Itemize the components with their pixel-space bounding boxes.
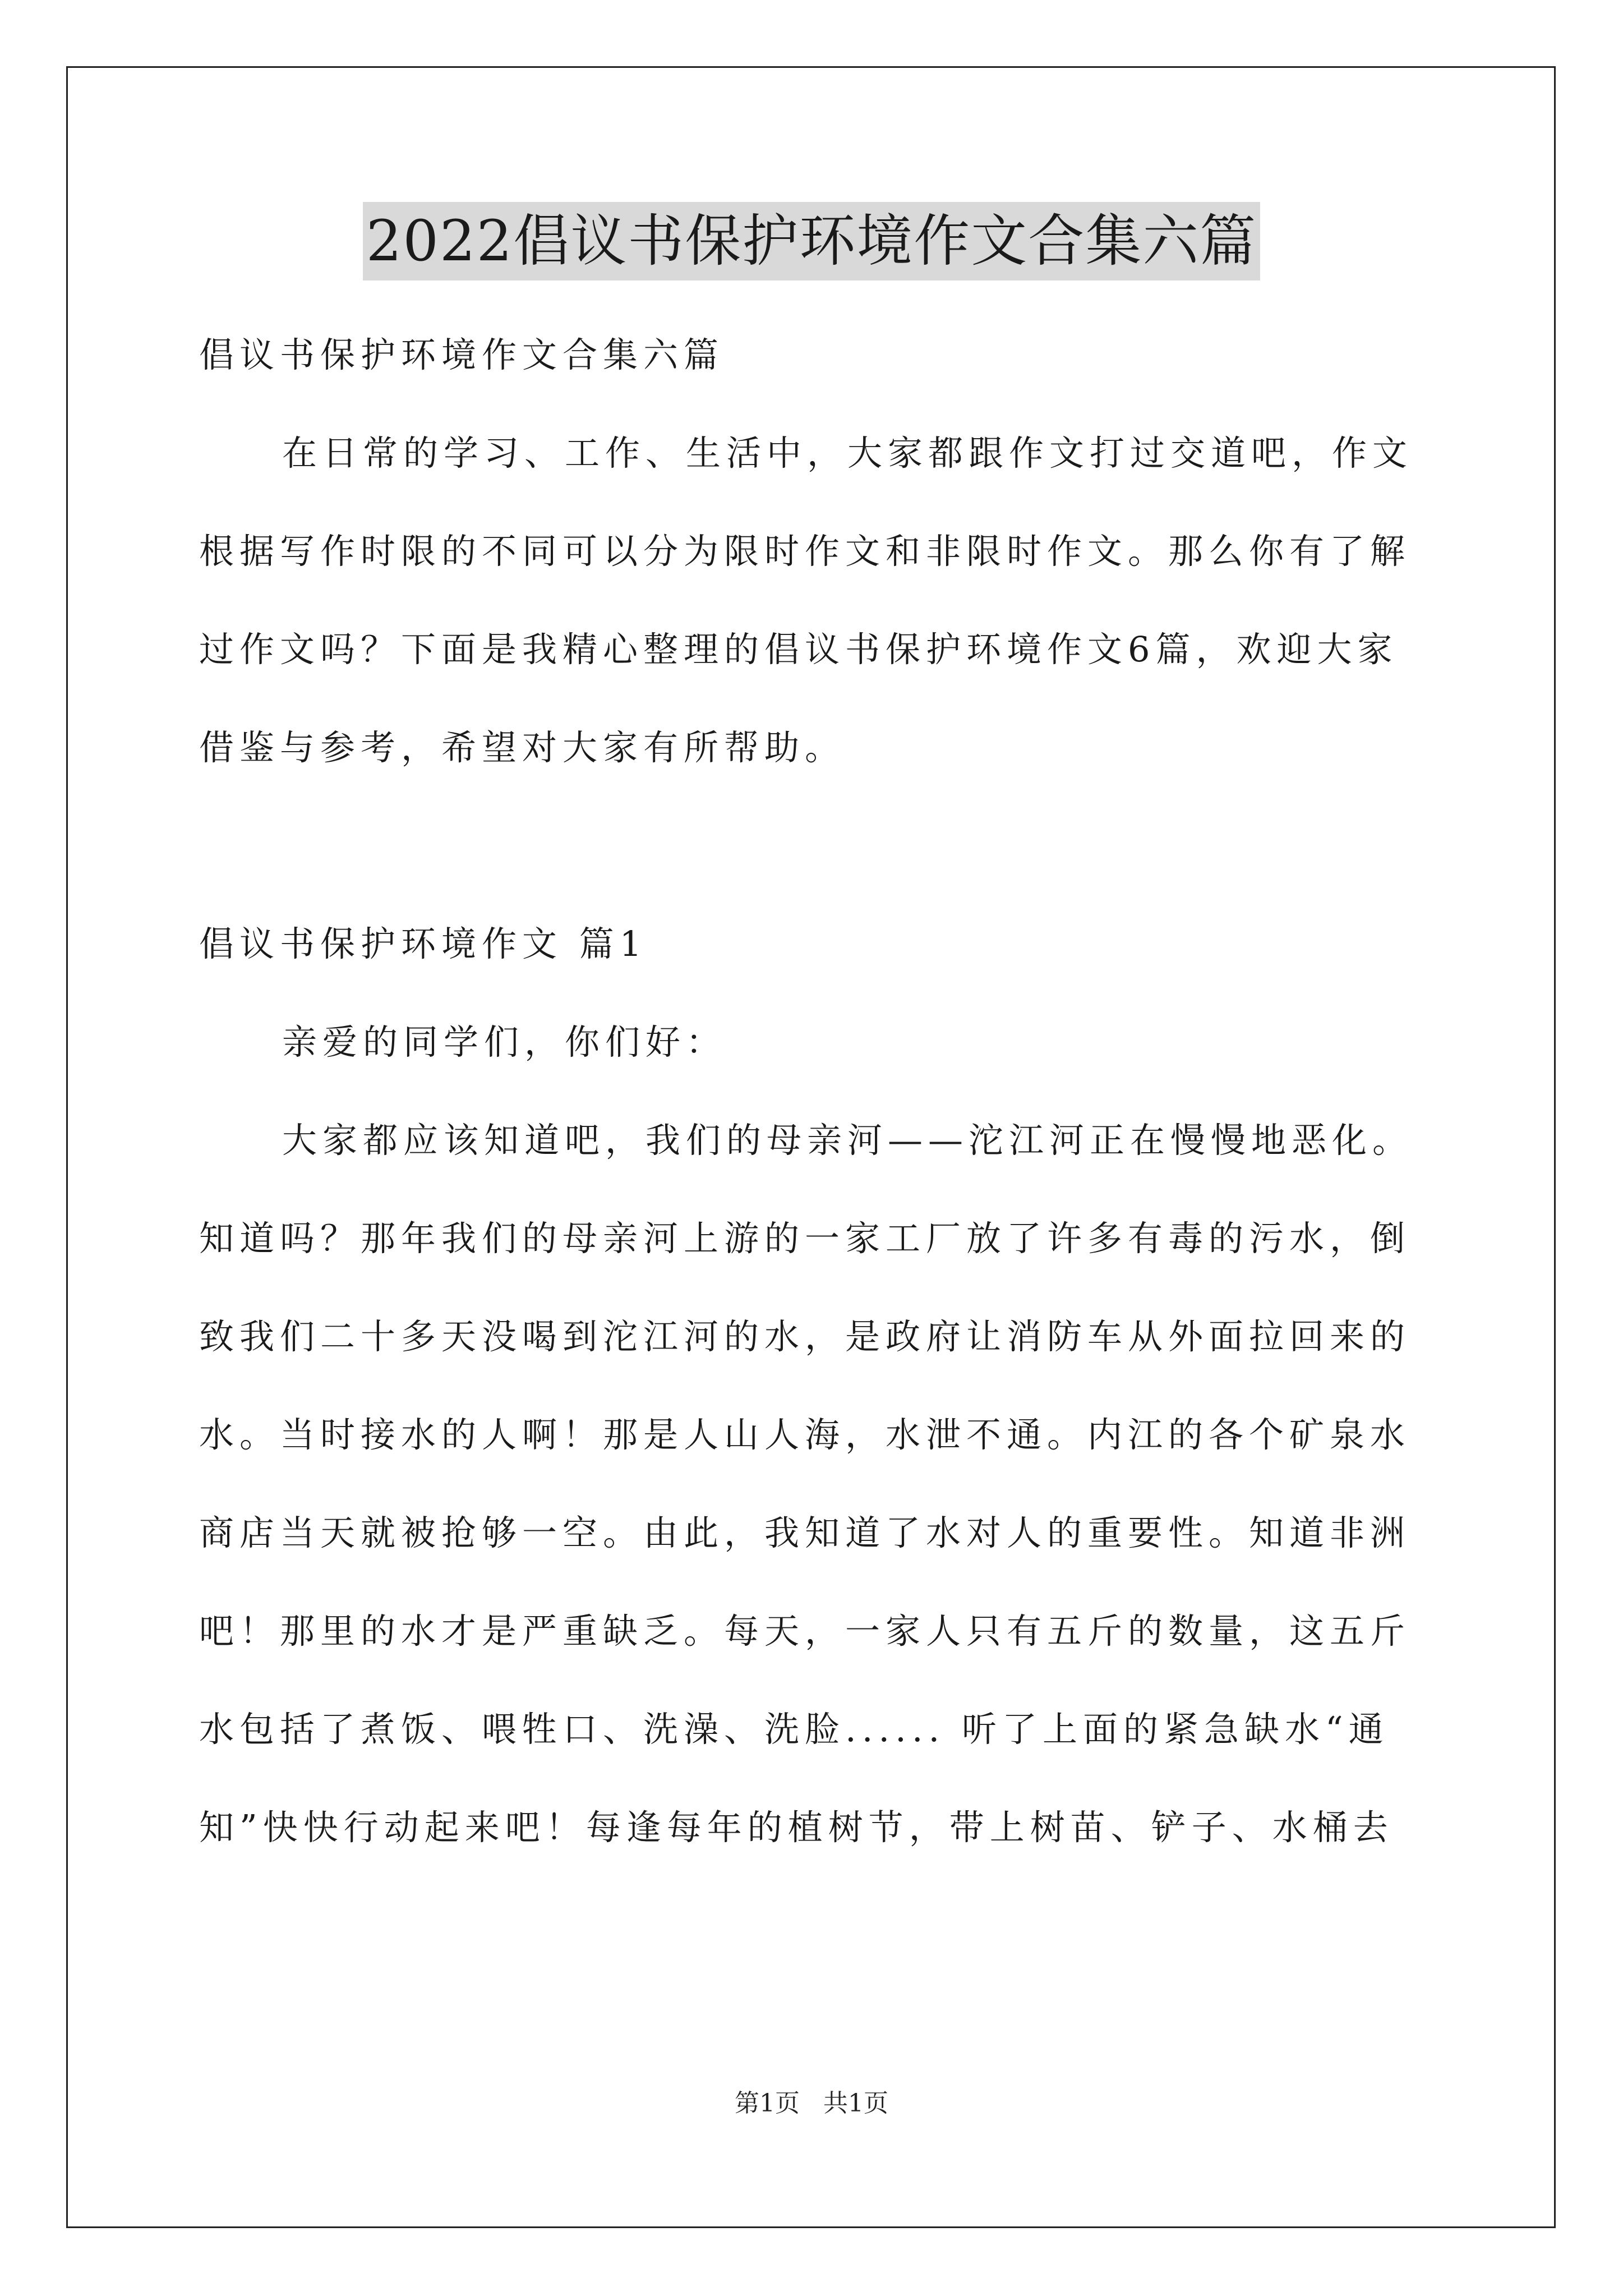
document-subtitle: 倡议书保护环境作文合集六篇 [199,334,725,375]
title-container [0,202,1623,280]
body-paragraph: 大家都应该知道吧，我们的母亲河——沱江河正在慢慢地恶化。知道吗？那年我们的母亲河上游的一家工厂放了许多有毒的污水，倒致我们二十多天没喝到沱江河的水，是政府让消防车从外面拉回来的水。当时接水的人啊！那是人山人海，水泄不通。内江的各个矿泉水商店当天就被抢够一空。由此，我知道了水对人的重要性。知道非洲吧！那里的水才是严重缺乏。每天，一家人只有五斤的数量，这五斤水包括了煮饭、喂牲口、洗澡、洗脸...... 听了上面的紧急缺水“通知”快快行动起来吧！每逢每年的植树节，带上树苗、铲子、水桶去 [199,1120,1413,1848]
greeting-paragraph: 亲爱的同学们，你们好： [282,1022,727,1062]
document-title: 2022倡议书保护环境作文合集六篇 [363,202,1261,280]
page-footer: 第1页 共1页 [735,2089,888,2118]
document-body [199,306,1433,1876]
intro-paragraph: 在日常的学习、工作、生活中，大家都跟作文打过交道吧，作文根据写作时限的不同可以分为限时作文和非限时作文。那么你有了解过作文吗？下面是我精心整理的倡议书保护环境作文6篇，欢迎大家借鉴与参考，希望对大家有所帮助。 [199,432,1413,768]
section-heading: 倡议书保护环境作文 篇1 [199,923,648,964]
paragraph-spacer [199,797,1433,895]
